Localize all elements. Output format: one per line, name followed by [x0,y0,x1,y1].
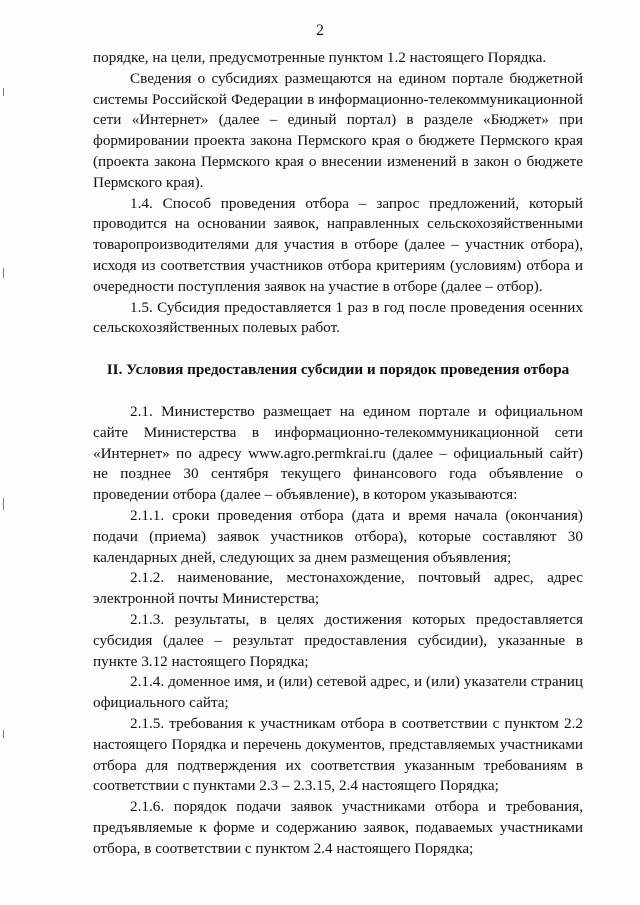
paragraph: 2.1.6. порядок подачи заявок участниками отбора и требования, предъявляемые к форме и содержанию заявок, подаваемых участниками отбора, в соответствии с пунктом 2.4 настоящего Порядка; [93,798,583,857]
paragraph: 2.1.5. требования к участникам отбора в соответствии с пунктом 2.2 настоящего Порядка и перечень документов, представляемых участниками отбора для подтверждения их соответствия указанным требованиям в соответствии с пунктами 2.3 – 2.3.15, 2.4 настоящего Порядка; [93,714,583,795]
paragraph: порядке, на цели, предусмотренные пунктом 1.2 настоящего Порядка. [93,49,547,66]
scan-margin-mark [3,268,4,278]
paragraph: 1.4. Способ проведения отбора – запрос предложений, который проводится на основании заявок, направленных сельскохозяйственными товаропроизводителями для участия в отборе (далее – участник отбора), исходя из соответствия участников отбора критериям (условиям) отбора и очередности поступления заявок на участие в отборе (далее – отбор). [93,194,583,295]
paragraph: 1.5. Субсидия предоставляется 1 раз в год после проведения осенних сельскохозяйственных полевых работ. [93,298,583,337]
document-body [93,48,583,859]
paragraph: 2.1.2. наименование, местонахождение, почтовый адрес, адрес электронной почты Министерства; [93,569,583,608]
paragraph: 2.1.4. доменное имя, и (или) сетевой адрес, и (или) указатели страниц официального сайта; [93,673,583,712]
paragraph: 2.1. Министерство размещает на едином портале и официальном сайте Министерства в информационно-телекоммуникационной сети «Интернет» по адресу www.agro.permkrai.ru (далее – официальный сайт) не позднее 30 сентября текущего финансового года объявление о проведении отбора (далее – объявление), в котором указываются: [93,402,583,504]
page-number: 2 [316,22,324,39]
scan-margin-mark [3,88,4,96]
section-heading: II. Условия предоставления субсидии и порядок проведения отбора [106,361,570,379]
paragraph: Сведения о субсидиях размещаются на едином портале бюджетной системы Российской Федерации в информационно-телекоммуникационной сети «Интернет» (далее – единый портал) в разделе «Бюджет» при формировании проекта закона Пермского края о бюджете Пермского края (проекта закона Пермского края о внесении изменений в закон о бюджете Пермского края). [93,69,583,191]
paragraph: 2.1.3. результаты, в целях достижения которых предоставляется субсидия (далее – результат предоставления субсидии), указанные в пункте 3.12 настоящего Порядка; [93,610,583,670]
scan-margin-mark [3,730,4,738]
paragraph: 2.1.1. сроки проведения отбора (дата и время начала (окончания) подачи (приема) заявок участников отбора), которые составляют 30 календарных дней, следующих за днем размещения объявления; [93,506,583,566]
scan-margin-mark [3,498,4,510]
